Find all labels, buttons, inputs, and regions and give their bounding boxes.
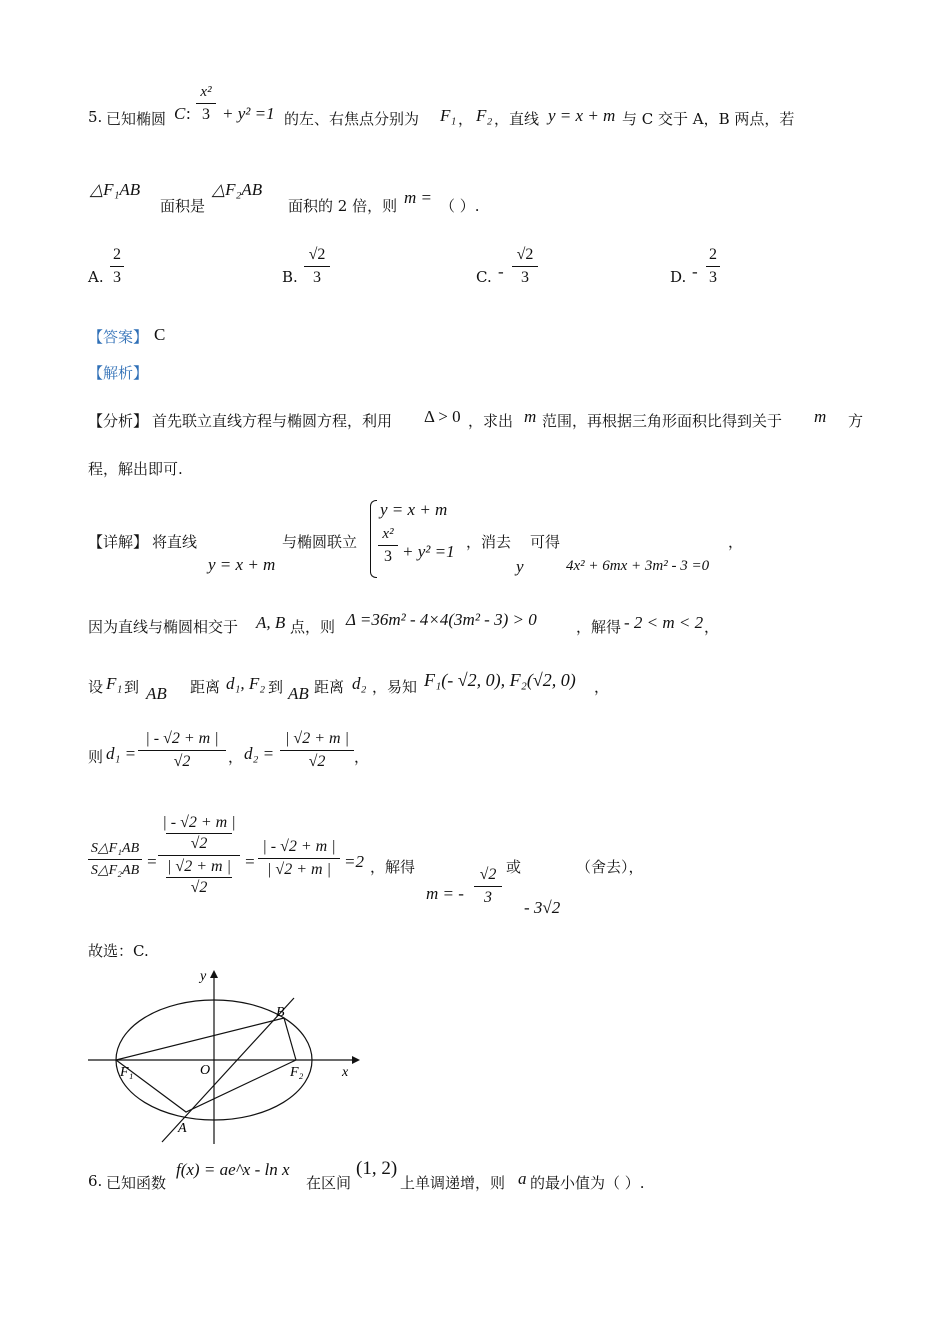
option-fraction: √2 3 xyxy=(512,246,538,287)
q5-intro: 已知椭圆 xyxy=(106,110,167,128)
answer-value: C xyxy=(154,325,166,344)
x-axis-arrow xyxy=(352,1056,360,1064)
triangle-edges-b xyxy=(116,1018,296,1060)
ellipse-eq-rest: + y² =1 xyxy=(222,104,275,123)
answer-tag: 【答案】 xyxy=(88,328,149,346)
label-a: A xyxy=(178,1121,187,1136)
label-f2: F₂ xyxy=(290,1065,304,1080)
option-sign: - xyxy=(692,262,698,281)
ellipse-figure xyxy=(86,966,366,1146)
label-o: O xyxy=(200,1063,211,1078)
ellipse-label: C xyxy=(174,104,186,123)
option-d: D. xyxy=(670,268,687,286)
option-fraction: 2 3 xyxy=(706,246,720,287)
q5-number: 5. xyxy=(88,108,103,126)
option-sign: - xyxy=(498,262,504,281)
option-fraction: 2 3 xyxy=(110,246,124,287)
line-equation: y = x + m xyxy=(548,106,616,125)
label-y: y xyxy=(200,969,207,984)
ellipse-fraction: x² 3 xyxy=(196,84,216,124)
label-b: B xyxy=(276,1005,285,1020)
conclusion: 故选：C. xyxy=(88,942,149,960)
label-f1: F₁ xyxy=(120,1065,134,1080)
analysis-tag: 【解析】 xyxy=(88,364,149,382)
option-fraction: √2 3 xyxy=(304,246,330,287)
option-a: A. xyxy=(88,268,104,286)
label-x: x xyxy=(342,1065,349,1080)
option-c: C. xyxy=(476,268,492,286)
option-b: B. xyxy=(282,268,298,286)
y-axis-arrow xyxy=(210,970,218,978)
